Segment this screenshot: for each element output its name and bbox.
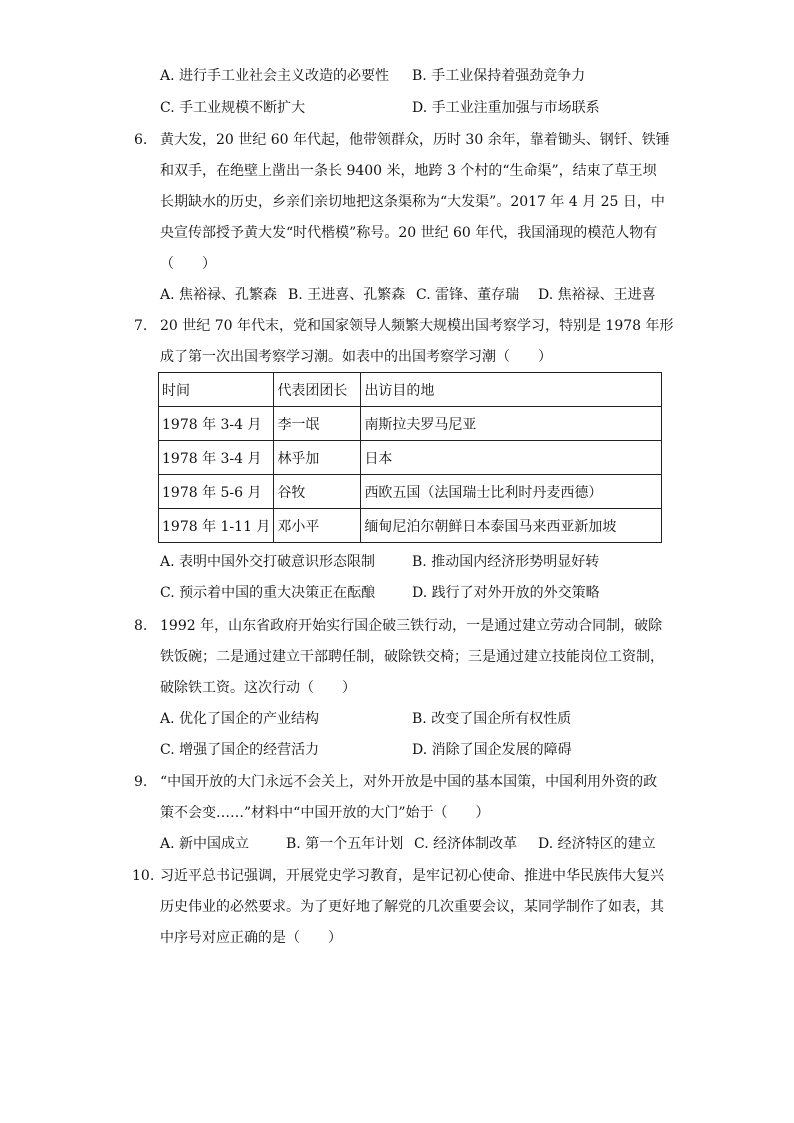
- q7-option-b: B. 推动国内经济形势明显好转: [412, 554, 600, 570]
- table-header-cell: 时间: [159, 373, 274, 407]
- table-header-cell: 代表团团长: [274, 373, 361, 407]
- q9-number: 9.: [134, 774, 148, 790]
- q6-line-1: 黄大发，20 世纪 60 年代起，他带领群众，历时 30 余年，靠着锄头、钢钎、铁锤: [160, 132, 670, 148]
- q8-option-d: D. 消除了国企发展的障碍: [412, 742, 572, 758]
- q6-number: 6.: [134, 132, 148, 148]
- q6-line-4: 央宣传部授予黄大发“时代楷模”称号。20 世纪 60 年代，我国涌现的模范人物有: [160, 225, 658, 241]
- q6-option-b: B. 王进喜、孔繁森: [288, 287, 406, 303]
- table-cell: 缅甸尼泊尔朝鲜日本泰国马来西亚新加坡: [361, 509, 662, 543]
- q6-option-a: A. 焦裕禄、孔繁森: [160, 287, 278, 303]
- q6-line-2: 和双手，在绝壁上凿出一条长 9400 米，地跨 3 个村的“生命渠”，结束了草王坝: [160, 163, 657, 179]
- table-cell: 李一氓: [274, 407, 361, 441]
- q5-option-d: D. 手工业注重加强与市场联系: [412, 100, 600, 116]
- q9-option-b: B. 第一个五年计划: [286, 836, 404, 852]
- q6-option-d: D. 焦裕禄、王进喜: [538, 287, 656, 303]
- q9-line-1: “中国开放的大门永远不会关上，对外开放是中国的基本国策，中国利用外资的政: [160, 774, 658, 790]
- table-header-row: [159, 373, 662, 407]
- q8-line-2: 铁饭碗；二是通过建立干部聘任制，破除铁交椅；三是通过建立技能岗位工资制，: [160, 649, 664, 665]
- table-cell: 1978 年 3-4 月: [159, 441, 274, 475]
- q8-option-a: A. 优化了国企的产业结构: [160, 711, 320, 727]
- q9-option-d: D. 经济特区的建立: [538, 836, 656, 852]
- table-cell: 1978 年 1-11 月: [159, 509, 274, 543]
- q10-line-2: 历史伟业的必然要求。为了更好地了解党的几次重要会议，某同学制作了如表，其: [160, 899, 664, 915]
- table-row: [159, 475, 662, 509]
- q10-line-3: 中序号对应正确的是（ ）: [160, 930, 342, 946]
- table-row: [159, 441, 662, 475]
- q6-line-5: （ ）: [160, 256, 216, 272]
- q7-line-1: 20 世纪 70 年代末，党和国家领导人频繁大规模出国考察学习，特别是 1978 年形: [160, 318, 674, 334]
- table-cell: 林乎加: [274, 441, 361, 475]
- table-row: [159, 509, 662, 543]
- q6-line-3: 长期缺水的历史，乡亲们亲切地把这条渠称为“大发渠”。2017 年 4 月 25 日，中: [160, 194, 665, 210]
- table-cell: 1978 年 5-6 月: [159, 475, 274, 509]
- table-cell: 西欧五国（法国瑞士比利时丹麦西德）: [361, 475, 662, 509]
- table-cell: 邓小平: [274, 509, 361, 543]
- q9-option-c: C. 经济体制改革: [414, 836, 518, 852]
- q8-option-c: C. 增强了国企的经营活力: [160, 742, 320, 758]
- table-cell: 谷牧: [274, 475, 361, 509]
- q7-table: [158, 372, 662, 543]
- q8-option-b: B. 改变了国企所有权性质: [412, 711, 572, 727]
- q10-line-1: 习近平总书记强调，开展党史学习教育，是牢记初心使命、推进中华民族伟大复兴: [160, 868, 664, 884]
- q7-line-2: 成了第一次出国考察学习潮。如表中的出国考察学习潮（ ）: [160, 349, 552, 365]
- q7-option-c: C. 预示着中国的重大决策正在酝酿: [160, 585, 376, 601]
- table-row: [159, 407, 662, 441]
- q5-option-a: A. 进行手工业社会主义改造的必要性: [160, 68, 390, 84]
- table-cell: 1978 年 3-4 月: [159, 407, 274, 441]
- q8-line-1: 1992 年，山东省政府开始实行国企破三铁行动，一是通过建立劳动合同制，破除: [160, 618, 663, 634]
- table-cell: 南斯拉夫罗马尼亚: [361, 407, 662, 441]
- q7-option-a: A. 表明中国外交打破意识形态限制: [160, 554, 376, 570]
- q8-number: 8.: [134, 618, 148, 634]
- q6-option-c: C. 雷锋、董存瑞: [416, 287, 520, 303]
- q8-line-3: 破除铁工资。这次行动（ ）: [160, 680, 356, 696]
- q9-option-a: A. 新中国成立: [160, 836, 250, 852]
- q5-option-b: B. 手工业保持着强劲竞争力: [412, 68, 586, 84]
- table-cell: 日本: [361, 441, 662, 475]
- q9-line-2: 策不会变……”材料中“中国开放的大门”始于（ ）: [160, 805, 490, 821]
- q10-number: 10.: [132, 868, 155, 884]
- q5-option-c: C. 手工业规模不断扩大: [160, 100, 306, 116]
- table-header-cell: 出访目的地: [361, 373, 662, 407]
- q7-number: 7.: [134, 318, 148, 334]
- q7-option-d: D. 践行了对外开放的外交策略: [412, 585, 600, 601]
